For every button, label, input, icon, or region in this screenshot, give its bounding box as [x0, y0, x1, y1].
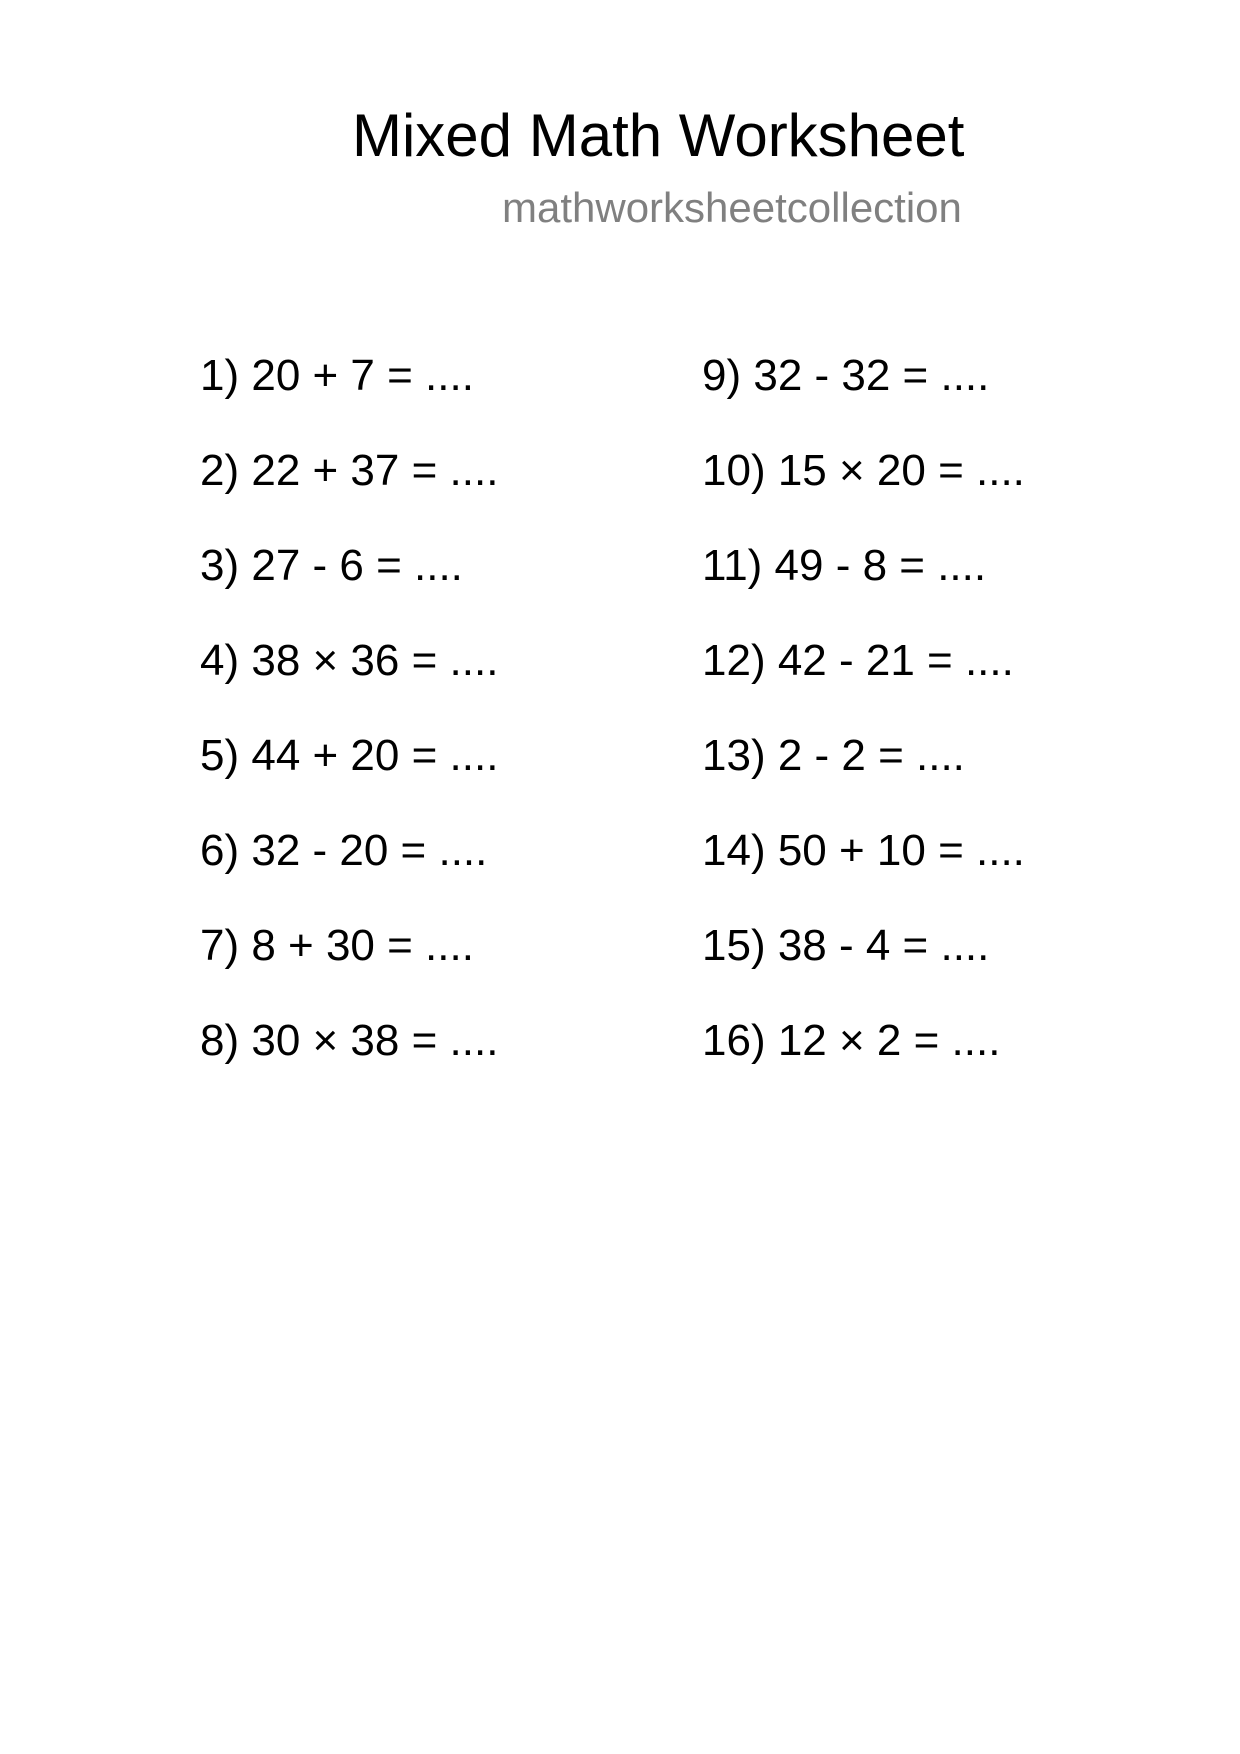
problem-7: 7) 8 + 30 = .... [200, 921, 474, 970]
problem-13: 13) 2 - 2 = .... [702, 731, 965, 780]
problem-11: 11) 49 - 8 = .... [702, 541, 987, 590]
problem-1: 1) 20 + 7 = .... [200, 351, 474, 400]
problem-8: 8) 30 × 38 = .... [200, 1016, 499, 1065]
problems-left-column [200, 350, 498, 1110]
problem-2: 2) 22 + 37 = .... [200, 446, 499, 495]
problem-3: 3) 27 - 6 = .... [200, 541, 463, 590]
worksheet-subtitle: mathworksheetcollection [502, 184, 962, 231]
problem-10: 10) 15 × 20 = .... [702, 446, 1025, 495]
problem-12: 12) 42 - 21 = .... [702, 636, 1014, 685]
problem-14: 14) 50 + 10 = .... [702, 826, 1025, 875]
problem-6: 6) 32 - 20 = .... [200, 826, 488, 875]
problem-15: 15) 38 - 4 = .... [702, 921, 990, 970]
problem-4: 4) 38 × 36 = .... [200, 636, 499, 685]
problems-right-column [702, 350, 1025, 1110]
problem-5: 5) 44 + 20 = .... [200, 731, 499, 780]
problem-9: 9) 32 - 32 = .... [702, 351, 990, 400]
worksheet-title: Mixed Math Worksheet [352, 102, 965, 169]
problem-16: 16) 12 × 2 = .... [702, 1016, 1001, 1065]
